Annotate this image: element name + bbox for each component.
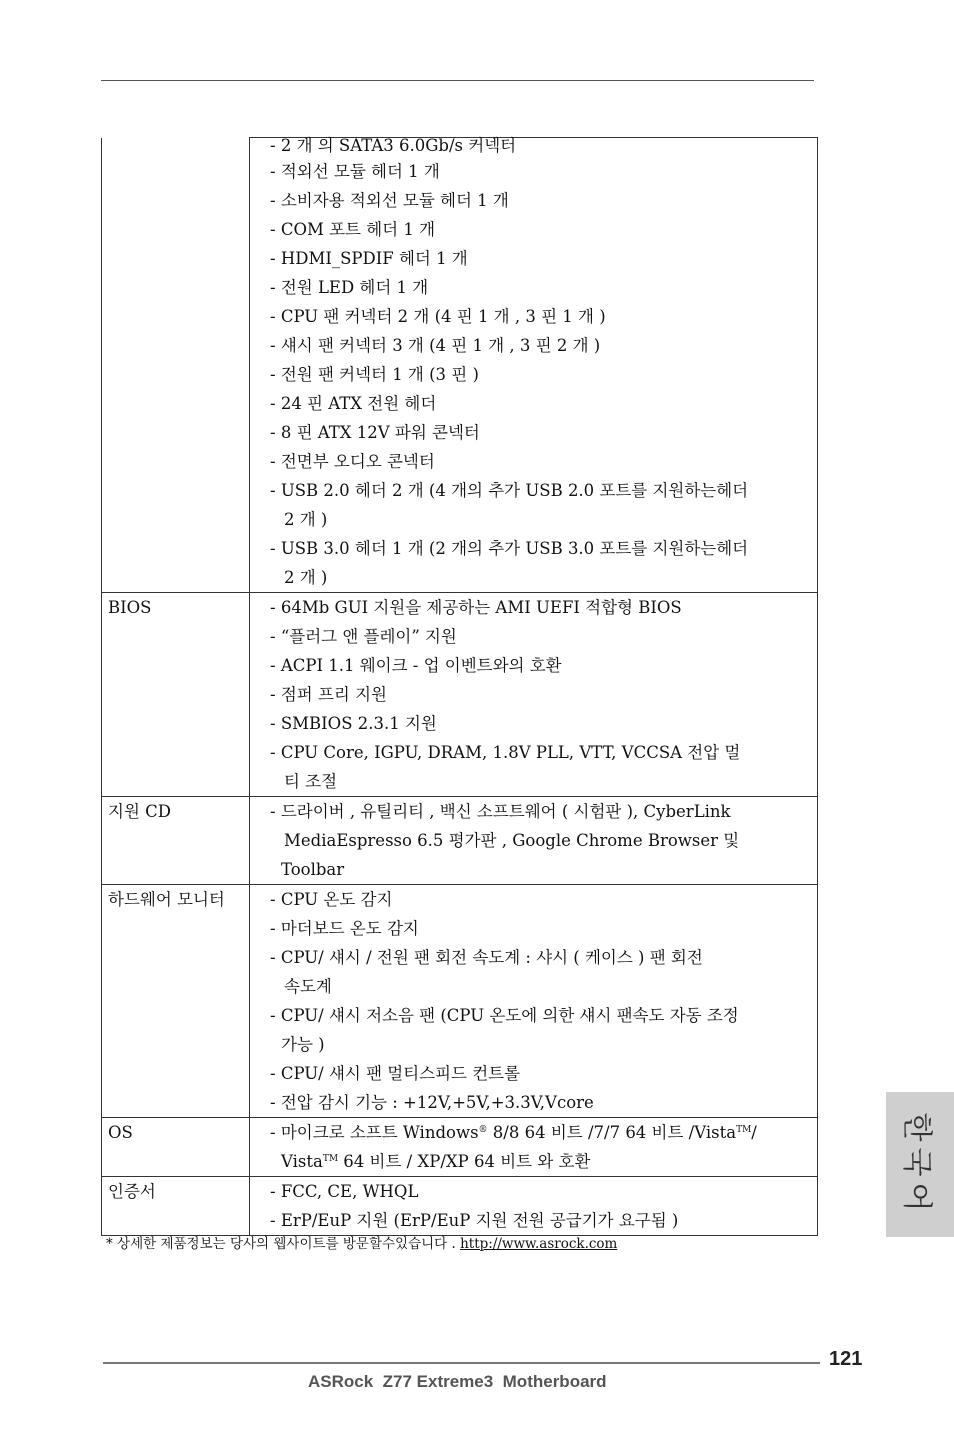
spec-category: 지원 CD (108, 802, 171, 821)
spec-item: - SMBIOS 2.3.1 지원 (270, 714, 437, 733)
page-number: 121 (829, 1348, 863, 1370)
spec-category-cell (102, 1118, 250, 1177)
spec-item-continuation: Vista™ 64 비트 / XP/XP 64 비트 와 호환 (281, 1152, 591, 1171)
spec-row-hardware-monitor (102, 885, 818, 1118)
spec-category: OS (108, 1123, 133, 1142)
spec-item: - USB 2.0 헤더 2 개 (4 개의 추가 USB 2.0 포트를 지원하는헤더 (270, 481, 749, 500)
spec-items-cell (250, 797, 818, 885)
spec-items-cell (250, 1118, 818, 1177)
spec-item: - 섀시 팬 커넥터 3 개 (4 핀 1 개 , 3 핀 2 개 ) (270, 336, 601, 355)
spec-category-cell (102, 593, 250, 797)
spec-table (101, 137, 818, 1236)
spec-row-bios (102, 593, 818, 797)
footnote-text: * 상세한 제품정보는 당사의 웹사이트를 방문할수있습니다 . (106, 1236, 461, 1252)
website-link[interactable]: http://www.asrock.com (460, 1236, 618, 1252)
spec-item: - ACPI 1.1 웨이크 - 업 이벤트와의 호환 (270, 656, 562, 675)
spec-category: 인증서 (108, 1182, 156, 1201)
spec-item: - 마더보드 온도 감지 (270, 919, 419, 938)
spec-items-cell (250, 885, 818, 1118)
spec-item: - 전압 감시 기능 : +12V,+5V,+3.3V,Vcore (270, 1093, 594, 1112)
spec-item-continuation: 속도계 (284, 977, 332, 996)
spec-item: - 전면부 오디오 콘넥터 (270, 452, 435, 471)
spec-item-continuation: 티 조절 (284, 772, 338, 791)
spec-category-cell (102, 1177, 250, 1236)
spec-item: - CPU/ 섀시 / 전원 팬 회전 속도계 : 샤시 ( 케이스 ) 팬 회전 (270, 948, 703, 967)
spec-item-continuation: Toolbar (281, 860, 345, 879)
spec-item: - CPU/ 섀시 저소음 팬 (CPU 온도에 의한 섀시 팬속도 자동 조정 (270, 1006, 739, 1025)
spec-item: - CPU 팬 커넥터 2 개 (4 핀 1 개 , 3 핀 1 개 ) (270, 307, 606, 326)
spec-item: - HDMI_SPDIF 헤더 1 개 (270, 249, 468, 268)
spec-item: - “플러그 앤 플레이” 지원 (270, 627, 457, 646)
spec-item: - CPU Core, IGPU, DRAM, 1.8V PLL, VTT, VCCSA 전압 멀 (270, 743, 741, 762)
spec-row-os (102, 1118, 818, 1177)
footnote (106, 1232, 617, 1252)
spec-row-connectors (102, 138, 818, 593)
spec-item: - 2 개 의 SATA3 6.0Gb/s 커넥터 (270, 136, 517, 155)
language-side-tab (886, 1092, 954, 1237)
spec-row-certifications (102, 1177, 818, 1236)
spec-items-cell (250, 138, 818, 593)
spec-category-cell (102, 797, 250, 885)
footer-title: ASRock Z77 Extreme3 Motherboard (308, 1372, 607, 1391)
spec-item: - 64Mb GUI 지원을 제공하는 AMI UEFI 적합형 BIOS (270, 598, 682, 617)
spec-item: - 24 핀 ATX 전원 헤더 (270, 394, 437, 413)
spec-item: - 드라이버 , 유틸리티 , 백신 소프트웨어 ( 시험판 ), CyberLink (270, 802, 731, 821)
spec-item: - 전원 팬 커넥터 1 개 (3 핀 ) (270, 365, 479, 384)
spec-item: - 8 핀 ATX 12V 파워 콘넥터 (270, 423, 480, 442)
spec-category: 하드웨어 모니터 (108, 890, 225, 909)
spec-item-continuation: MediaEspresso 6.5 평가판 , Google Chrome Browser 및 (284, 831, 740, 850)
spec-item-continuation: 가능 ) (281, 1035, 325, 1054)
spec-item: - CPU 온도 감지 (270, 890, 393, 909)
spec-category-cell (102, 138, 250, 593)
spec-item: - CPU/ 섀시 팬 멀티스피드 컨트롤 (270, 1064, 521, 1083)
language-label: 한국어 (899, 1112, 934, 1217)
spec-category-cell (102, 885, 250, 1118)
spec-items-cell (250, 593, 818, 797)
spec-item: - 점퍼 프리 지원 (270, 685, 387, 704)
spec-item-continuation: 2 개 ) (284, 510, 328, 529)
bottom-rule (103, 1362, 820, 1364)
spec-items-cell (250, 1177, 818, 1236)
spec-item: - FCC, CE, WHQL (270, 1182, 419, 1201)
spec-row-support-cd (102, 797, 818, 885)
spec-item: - 소비자용 적외선 모듈 헤더 1 개 (270, 191, 509, 210)
spec-item: - 적외선 모듈 헤더 1 개 (270, 162, 440, 181)
spec-item: - 마이크로 소프트 Windows® 8/8 64 비트 /7/7 64 비트 /Vista™/ (270, 1123, 757, 1142)
top-rule (101, 80, 814, 81)
spec-item: - COM 포트 헤더 1 개 (270, 220, 436, 239)
spec-category: BIOS (108, 598, 152, 617)
spec-item: - ErP/EuP 지원 (ErP/EuP 지원 전원 공급기가 요구됨 ) (270, 1211, 679, 1230)
spec-item-continuation: 2 개 ) (284, 568, 328, 587)
spec-item: - USB 3.0 헤더 1 개 (2 개의 추가 USB 3.0 포트를 지원하는헤더 (270, 539, 749, 558)
spec-item: - 전원 LED 헤더 1 개 (270, 278, 429, 297)
